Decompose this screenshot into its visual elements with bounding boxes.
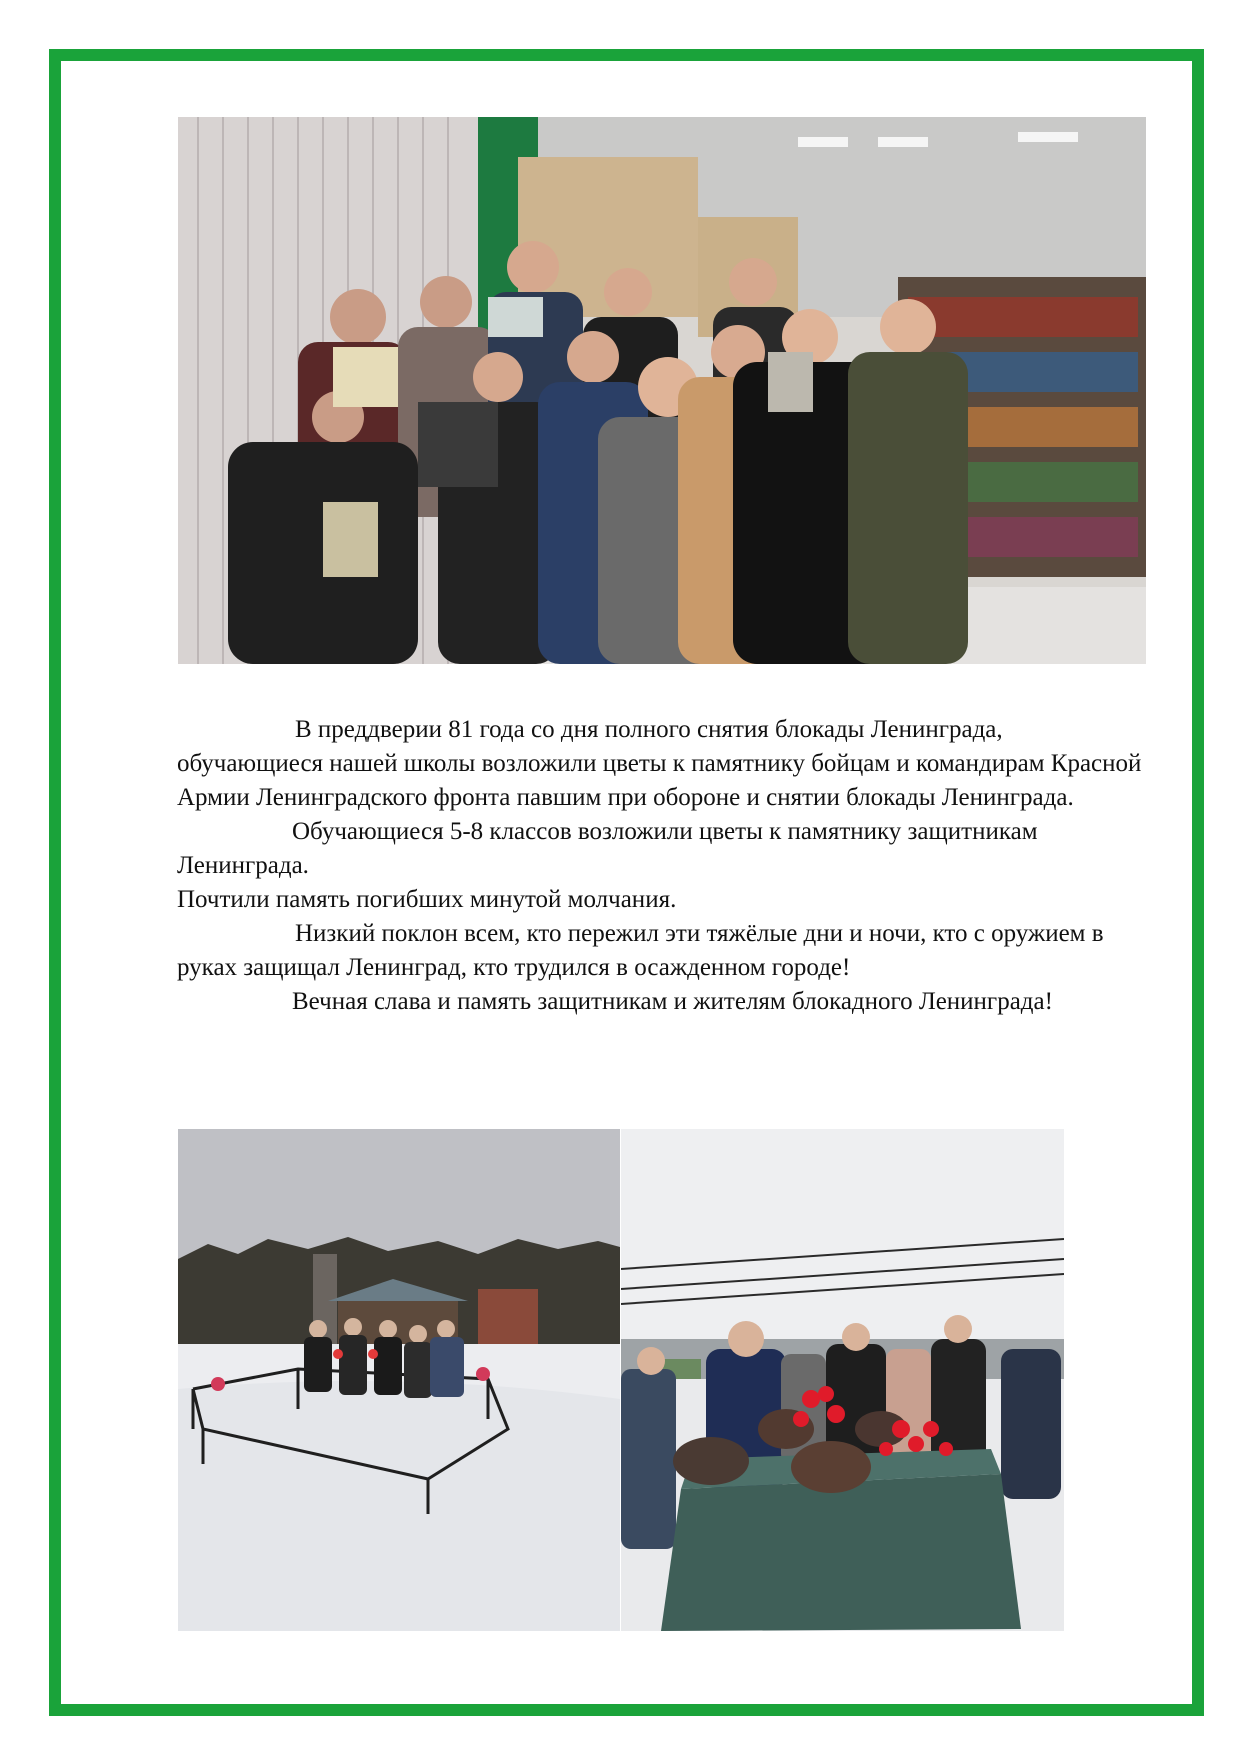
paragraph-classes: Обучающиеся 5-8 классов возложили цветы к памятнику защитникам Ленинграда.	[177, 818, 1038, 879]
photo-memorial-flowers	[621, 1129, 1064, 1631]
photo-students-library	[178, 117, 1146, 664]
paragraph-intro: В преддверии 81 года со дня полного снятия блокады Ленинграда, обучающиеся нашей школы возложили цветы к памятнику бойцам и командирам Красной Армии Ленинградского фронта павшим при обороне и снятии блокады Ленинграда.	[177, 716, 1142, 811]
paragraph-silence: Почтили память погибших минутой молчания.	[177, 886, 677, 913]
photo-monument-snow	[178, 1129, 620, 1631]
paragraph-tribute: Низкий поклон всем, кто пережил эти тяжёлые дни и ночи, кто с оружием в руках защищал Ленинград, кто трудился в осажденном городе!	[177, 920, 1104, 981]
paragraph-glory: Вечная слава и память защитникам и жителям блокадного Ленинграда!	[292, 988, 1053, 1015]
article-text	[177, 713, 1147, 1019]
